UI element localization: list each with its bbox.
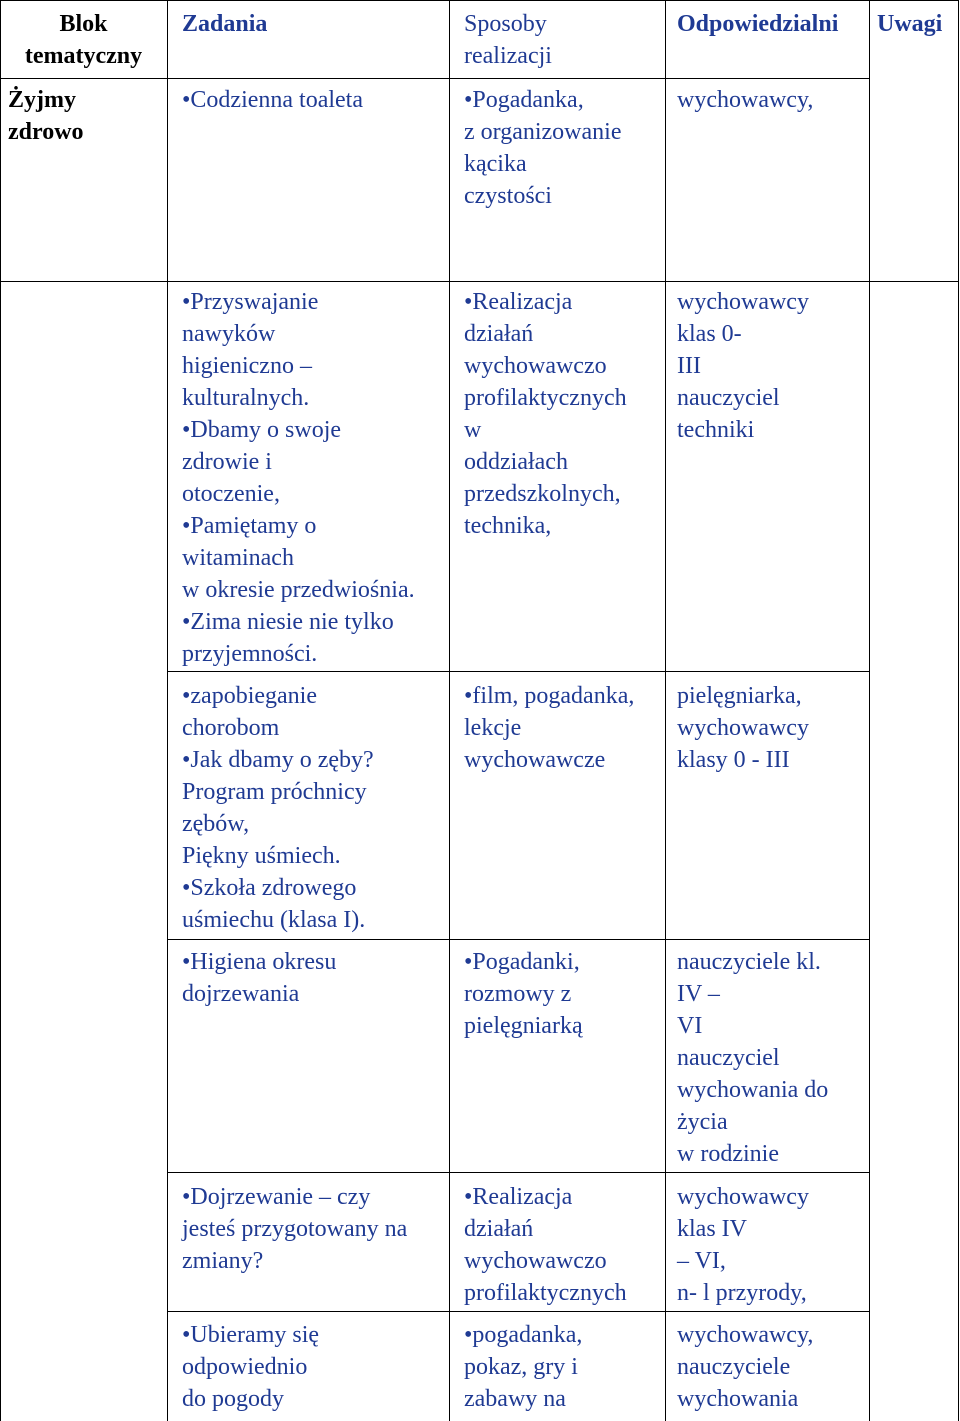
- cell-text: n- l przyrody,: [677, 1280, 807, 1306]
- cell-text: jesteś przygotowany na: [182, 1216, 408, 1242]
- header-text: Odpowiedzialni: [677, 11, 839, 37]
- cell-text: do pogody: [182, 1386, 284, 1412]
- cell-text: Żyjmy: [8, 87, 76, 113]
- cell-text: • Dojrzewanie – czy: [182, 1181, 407, 1213]
- column-divider: [665, 0, 666, 1421]
- cell-text: wychowawcy,: [677, 1322, 814, 1348]
- row3-zadania: [182, 680, 374, 936]
- cell-text: zdrowo: [8, 119, 84, 145]
- cell-text: • Realizacja: [464, 1181, 627, 1213]
- cell-text: w okresie przedwiośnia.: [182, 577, 415, 603]
- cell-text: • Realizacja: [464, 286, 627, 318]
- header-sposoby: [464, 8, 552, 72]
- cell-text: • Codzienna toaleta: [182, 84, 363, 116]
- cell-text: • Zima niesie nie tylko: [182, 606, 415, 638]
- row-divider: [0, 281, 959, 282]
- row-divider: [167, 671, 869, 672]
- cell-text: • Jak dbamy o zęby?: [182, 744, 374, 776]
- cell-text: klas 0-: [677, 321, 742, 347]
- cell-text: otoczenie,: [182, 481, 280, 507]
- row2-sposoby: [464, 286, 627, 542]
- cell-text: zębów,: [182, 811, 250, 837]
- cell-text: klasy 0 - III: [677, 747, 790, 773]
- cell-text: w rodzinie: [677, 1141, 779, 1167]
- header-text: Uwagi: [877, 11, 943, 37]
- row1-zadania: [182, 84, 363, 116]
- cell-text: VI: [677, 1013, 703, 1039]
- cell-text: czystości: [464, 183, 552, 209]
- cell-text: nauczyciele: [677, 1354, 791, 1380]
- table-border-right: [958, 0, 959, 1421]
- cell-text: witaminach: [182, 545, 294, 571]
- blok-tematyczny-cell: [8, 84, 84, 148]
- row2-odpowiedzialni: [677, 286, 809, 446]
- cell-text: wychowawcze: [464, 747, 606, 773]
- header-zadania: [182, 8, 267, 40]
- cell-text: wychowawcy,: [677, 87, 814, 113]
- cell-text: pielęgniarka,: [677, 683, 802, 709]
- header-text: tematyczny: [24, 43, 143, 69]
- header-uwagi: [877, 8, 942, 40]
- column-divider: [869, 0, 870, 1421]
- header-text: Blok: [59, 11, 108, 37]
- cell-text: kulturalnych.: [182, 385, 310, 411]
- row5-odpowiedzialni: [677, 1181, 809, 1309]
- cell-text: w: [464, 417, 482, 443]
- cell-text: z organizowanie: [464, 119, 622, 145]
- row6-sposoby: [464, 1319, 582, 1415]
- header-odpowiedzialni: [677, 8, 838, 40]
- cell-text: nauczyciel: [677, 1045, 780, 1071]
- cell-text: • Przyswajanie: [182, 286, 415, 318]
- cell-text: • pogadanka,: [464, 1319, 582, 1351]
- cell-text: kącika: [464, 151, 527, 177]
- column-divider: [449, 0, 450, 1421]
- cell-text: życia: [677, 1109, 728, 1135]
- cell-text: wychowania do: [677, 1077, 829, 1103]
- cell-text: zdrowie i: [182, 449, 272, 475]
- cell-text: nauczyciele kl.: [677, 949, 821, 975]
- cell-text: Piękny uśmiech.: [182, 843, 341, 869]
- cell-text: przyjemności.: [182, 641, 318, 667]
- cell-text: • Szkoła zdrowego: [182, 872, 374, 904]
- cell-text: • Dbamy o swoje: [182, 414, 415, 446]
- cell-text: klas IV: [677, 1216, 747, 1242]
- cell-text: • Pogadanka,: [464, 84, 622, 116]
- cell-text: wychowawcy: [677, 1184, 809, 1210]
- cell-text: działań: [464, 321, 534, 347]
- cell-text: dojrzewania: [182, 981, 300, 1007]
- cell-text: pielęgniarką: [464, 1013, 583, 1039]
- cell-text: odpowiednio: [182, 1354, 308, 1380]
- cell-text: wychowawczo: [464, 353, 607, 379]
- cell-text: przedszkolnych,: [464, 481, 621, 507]
- cell-text: III: [677, 353, 701, 379]
- cell-text: technika,: [464, 513, 552, 539]
- cell-text: zmiany?: [182, 1248, 264, 1274]
- cell-text: pokaz, gry i: [464, 1354, 578, 1380]
- cell-text: wychowawcy: [677, 289, 809, 315]
- table-border-left: [0, 0, 1, 1421]
- cell-text: wychowania: [677, 1386, 799, 1412]
- row4-zadania: [182, 946, 336, 1010]
- cell-text: chorobom: [182, 715, 280, 741]
- cell-text: • Pogadanki,: [464, 946, 583, 978]
- row5-sposoby: [464, 1181, 627, 1309]
- cell-text: nawyków: [182, 321, 276, 347]
- row-divider: [0, 0, 959, 1]
- cell-text: oddziałach: [464, 449, 568, 475]
- cell-text: higieniczno –: [182, 353, 312, 379]
- row4-odpowiedzialni: [677, 946, 828, 1170]
- cell-text: lekcje: [464, 715, 522, 741]
- cell-text: – VI,: [677, 1248, 726, 1274]
- row5-zadania: [182, 1181, 407, 1277]
- cell-text: techniki: [677, 417, 755, 443]
- column-divider: [167, 0, 168, 1421]
- cell-text: IV –: [677, 981, 720, 1007]
- cell-text: zabawy na: [464, 1386, 566, 1412]
- row3-odpowiedzialni: [677, 680, 809, 776]
- cell-text: • Pamiętamy o: [182, 510, 415, 542]
- cell-text: Program próchnicy: [182, 779, 367, 805]
- cell-text: wychowawczo: [464, 1248, 607, 1274]
- cell-text: nauczyciel: [677, 385, 780, 411]
- row2-zadania: [182, 286, 415, 670]
- row-divider: [167, 939, 869, 940]
- cell-text: rozmowy z: [464, 981, 572, 1007]
- row-divider: [167, 1172, 869, 1173]
- row6-zadania: [182, 1319, 319, 1415]
- row3-sposoby: [464, 680, 634, 776]
- row-divider: [167, 1311, 869, 1312]
- row4-sposoby: [464, 946, 583, 1042]
- cell-text: • film, pogadanka,: [464, 680, 634, 712]
- cell-text: profilaktycznych: [464, 1280, 627, 1306]
- header-text: realizacji: [464, 43, 552, 69]
- cell-text: wychowawcy: [677, 715, 809, 741]
- row1-sposoby: [464, 84, 622, 212]
- cell-text: • Higiena okresu: [182, 946, 336, 978]
- cell-text: • zapobieganie: [182, 680, 374, 712]
- cell-text: • Ubieramy się: [182, 1319, 319, 1351]
- row6-odpowiedzialni: [677, 1319, 813, 1415]
- row1-odpowiedzialni: [677, 84, 813, 116]
- cell-text: uśmiechu (klasa I).: [182, 907, 366, 933]
- cell-text: działań: [464, 1216, 534, 1242]
- header-text: Zadania: [182, 11, 268, 37]
- row-divider: [0, 78, 869, 79]
- header-text: Sposoby: [464, 11, 547, 37]
- header-blok: [0, 8, 167, 72]
- cell-text: profilaktycznych: [464, 385, 627, 411]
